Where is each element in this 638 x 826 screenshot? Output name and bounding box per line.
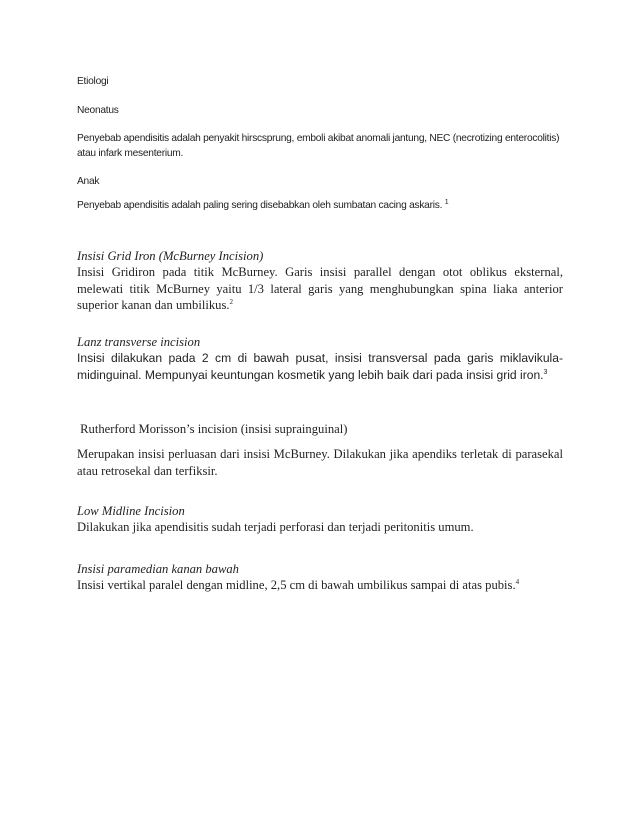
neonatus-label: Neonatus (77, 105, 119, 116)
incision-text-low-midline: Dilakukan jika apendisitis sudah terjadi perforasi dan terjadi peritonitis umum. (77, 520, 474, 534)
anak-paragraph (77, 198, 563, 214)
neonatus-text: Penyebab apendisitis adalah penyakit hirscsprung, emboli akibat anomali jantung, NEC (necrotizing enterocolitis) atau infark mesenterium. (77, 133, 560, 159)
incision-title-grid-iron: Insisi Grid Iron (McBurney Incision) (77, 249, 264, 263)
anak-ref: 1 (444, 199, 449, 206)
incision-ref-grid-iron: 2 (229, 298, 233, 306)
incision-text-rutherford: Merupakan insisi perluasan dari insisi McBurney. Dilakukan jika apendiks terletak di parasekal atau retrosekal dan terfiksir. (77, 447, 563, 478)
incision-ref-paramedian: 4 (515, 577, 520, 586)
etiologi-heading: Etiologi (77, 76, 109, 87)
anak-label: Anak (77, 176, 100, 187)
incision-title-lanz: Lanz transverse incision (77, 335, 201, 349)
incision-text-grid-iron: Insisi Gridiron pada titik McBurney. Garis insisi parallel dengan otot oblikus eksternal, melewati titik McBurney yaitu 1/3 lateral garis yang menghubungkan spina liaka anterior superior kanan dan umbilikus.$^2$ (77, 265, 563, 313)
anak-text: Penyebab apendisitis adalah paling sering disebabkan oleh sumbatan cacing askaris. (77, 200, 443, 211)
incision-ref-lanz: 3 (543, 368, 548, 376)
incision-title-paramedian: Insisi paramedian kanan bawah (77, 562, 239, 576)
incision-text-paramedian: Insisi vertikal paralel dengan midline, 2,5 cm di bawah umbilikus sampai di atas pubis.$^4$ (77, 577, 520, 592)
incision-title-rutherford: Rutherford Morisson’s incision (insisi suprainguinal) (80, 422, 348, 436)
incision-text-lanz: Insisi dilakukan pada 2 cm di bawah pusat, insisi transversal pada garis miklavikula-midinguinal. Mempunyai keuntungan kosmetik yang lebih baik dari pada insisi grid iron.$^3$ (77, 351, 563, 382)
incision-title-low-midline: Low Midline Incision (77, 504, 185, 518)
